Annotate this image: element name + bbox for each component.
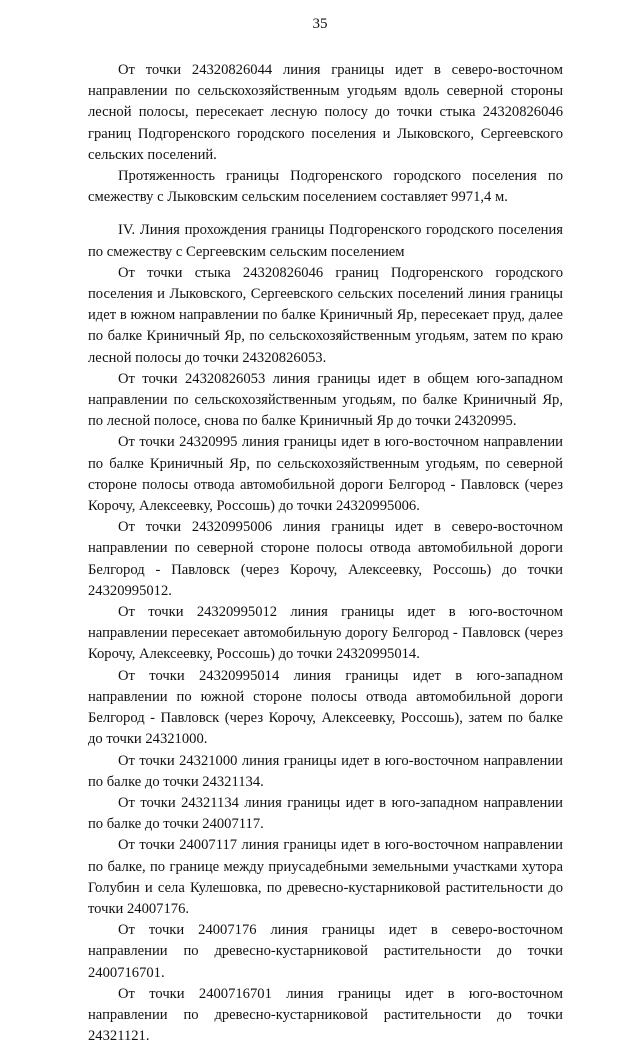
page-number: 35 [312, 16, 328, 32]
section-heading: IV. Линия прохождения границы Подгоренского городского поселения по смежеству с Сергеевским сельским поселением [88, 222, 563, 260]
paragraph: От точки 24320995 линия границы идет в юго-восточном направлении по балке Криничный Яр, по сельскохозяйственным угодьям, по северной стороне полосы отвода автомобильной дороги Белгород - Павловск (через Корочу, Алексеевку, Россошь) до точки 24320995006. [88, 434, 563, 515]
paragraph: От точки 2400716701 линия границы идет в юго-восточном направлении по древесно-кустарниковой растительности до точки 24321121. [88, 985, 563, 1045]
paragraph: От точки 24007117 линия границы идет в юго-восточном направлении по балке, по границе между приусадебными земельными участками хутора Голубин и села Кулешовка, по древесно-кустарниковой растительности до точки 24007176. [88, 837, 563, 917]
paragraph: От точки 24321134 линия границы идет в юго-западном направлении по балке до точки 24007117. [88, 794, 563, 833]
paragraph: От точки 24320995006 линия границы идет в северо-восточном направлении по северной стороне полосы отвода автомобильной дороги Белгород - Павловск (через Корочу, Алексеевку, Россошь) до точки 24320995012. [88, 519, 563, 599]
paragraph: От точки 24320995012 линия границы идет в юго-восточном направлении пересекает автомобильную дорогу Белгород - Павловск (через Корочу, Алексеевку, Россошь) до точки 24320995014. [88, 604, 563, 663]
paragraph: От точки 24007176 линия границы идет в северо-восточном направлении по древесно-кустарниковой растительности до точки 2400716701. [88, 922, 563, 981]
document-body [88, 60, 563, 1047]
paragraph: От точки 24321000 линия границы идет в юго-восточном направлении по балке до точки 24321134. [88, 752, 563, 790]
paragraph: От точки стыка 24320826046 границ Подгоренского городского поселения и Лыковского, Сергеевского сельских поселений линия границы идет в южном направлении по балке Криничный Яр, пересекает пруд, далее по балке Криничный Яр, по сельскохозяйственным угодьям, затем по краю лесной полосы до точки 24320826053. [88, 264, 563, 366]
paragraph: Протяженность границы Подгоренского городского поселения по смежеству с Лыковским сельским поселением составляет 9971,4 м. [88, 168, 563, 206]
paragraph: От точки 24320826053 линия границы идет в общем юго-западном направлении по сельскохозяйственным угодьям, по балке Криничный Яр, по лесной полосе, снова по балке Криничный Яр до точки 24320995. [88, 370, 563, 430]
paragraph: От точки 24320826044 линия границы идет в северо-восточном направлении по сельскохозяйственным угодьям вдоль северной стороны лесной полосы, пересекает лесную полосу до точки стыка 24320826046 границ Подгоренского городского поселения и Лыковского, Сергеевского сельских поселений. [88, 62, 563, 163]
paragraph: От точки 24320995014 линия границы идет в юго-западном направлении по южной стороне полосы отвода автомобильной дороги Белгород - Павловск (через Корочу, Алексеевку, Россошь), затем по балке до точки 24321000. [88, 667, 563, 748]
